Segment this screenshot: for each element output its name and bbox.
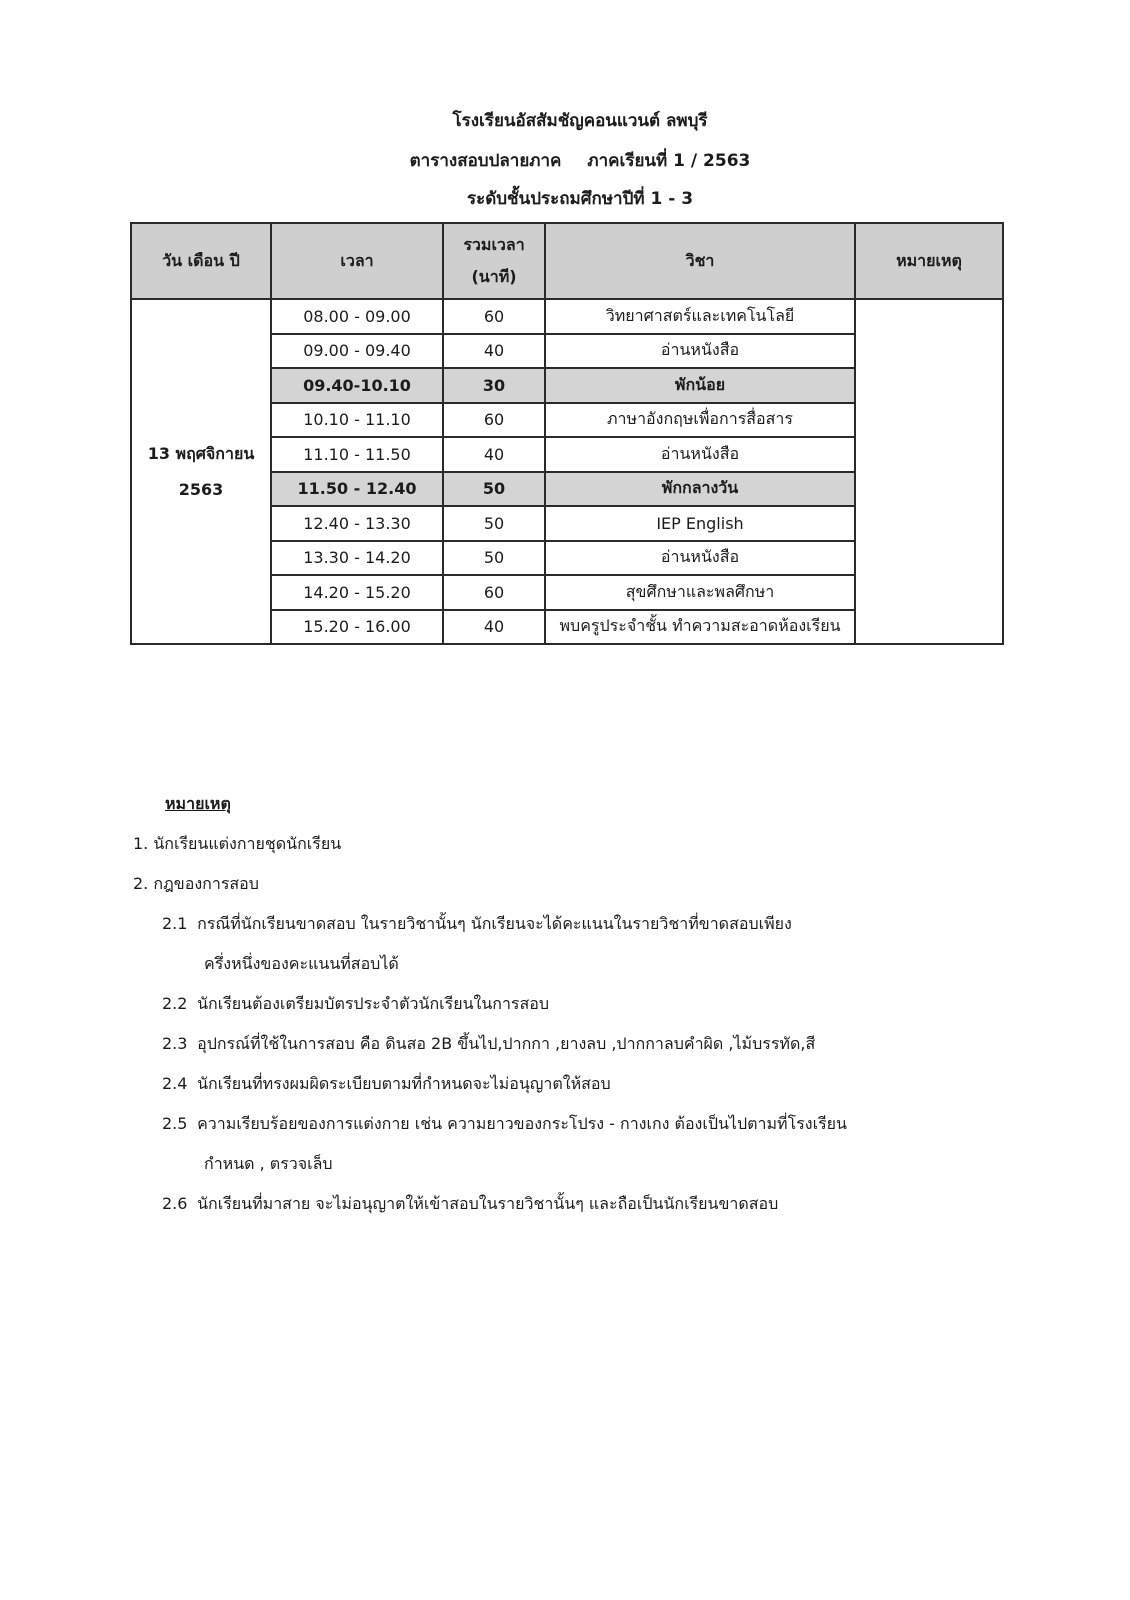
subject-cell: วิทยาศาสตร์และเทคโนโลยี <box>545 299 855 334</box>
minutes-cell: 40 <box>443 437 545 472</box>
rule-2-1 <box>162 912 792 937</box>
rule-2-1-continued: ครึ่งหนึ่งของคะแนนที่สอบได้ <box>204 954 399 973</box>
rule-number: 2.3 <box>162 1034 188 1053</box>
subject-cell: อ่านหนังสือ <box>545 437 855 472</box>
exam-date-cell <box>131 299 271 644</box>
rule-2-3 <box>162 1032 815 1057</box>
duration-header-line1: รวมเวลา <box>463 235 525 254</box>
minutes-cell: 60 <box>443 403 545 438</box>
subject-cell: อ่านหนังสือ <box>545 334 855 369</box>
time-cell: 11.50 - 12.40 <box>271 472 443 507</box>
rule-2-5-continued: กำหนด , ตรวจเล็บ <box>204 1154 333 1173</box>
rule-number: 2.4 <box>162 1074 188 1093</box>
rule-text: อุปกรณ์ที่ใช้ในการสอบ คือ ดินสอ 2B ขึ้นไป,ปากกา ,ยางลบ ,ปากกาลบคำผิด ,ไม้บรรทัด,สี <box>197 1034 816 1053</box>
rule-2-6 <box>162 1192 778 1217</box>
notes-title: หมายเหตุ <box>165 794 231 813</box>
remark-cell <box>855 299 1003 644</box>
note-item-1: 1. นักเรียนแต่งกายชุดนักเรียน <box>133 834 342 853</box>
column-header-subject: วิชา <box>545 223 855 299</box>
school-name: โรงเรียนอัสสัมชัญคอนแวนต์ ลพบุรี <box>452 111 708 131</box>
rule-text: นักเรียนที่ทรงผมผิดระเบียบตามที่กำหนดจะไม่อนุญาตให้สอบ <box>197 1074 611 1093</box>
minutes-cell: 30 <box>443 368 545 403</box>
rule-text: ความเรียบร้อยของการแต่งกาย เช่น ความยาวของกระโปรง - กางเกง ต้องเป็นไปตามที่โรงเรียน <box>197 1114 847 1133</box>
time-cell: 10.10 - 11.10 <box>271 403 443 438</box>
column-header-time: เวลา <box>271 223 443 299</box>
rule-number: 2.2 <box>162 994 188 1013</box>
schedule-title: ตารางสอบปลายภาค <box>409 151 562 171</box>
rule-text: นักเรียนต้องเตรียมบัตรประจำตัวนักเรียนในการสอบ <box>197 994 550 1013</box>
subject-cell: พักน้อย <box>545 368 855 403</box>
minutes-cell: 50 <box>443 506 545 541</box>
minutes-cell: 60 <box>443 575 545 610</box>
column-header-date: วัน เดือน ปี <box>131 223 271 299</box>
subject-cell: พักกลางวัน <box>545 472 855 507</box>
table-header-row <box>131 223 1003 299</box>
subject-cell: พบครูประจำชั้น ทำความสะอาดห้องเรียน <box>545 610 855 645</box>
time-cell: 11.10 - 11.50 <box>271 437 443 472</box>
note-item-2: 2. กฎของการสอบ <box>133 874 259 893</box>
exam-year: 2563 <box>178 479 224 499</box>
exam-date: 13 พฤศจิกายน <box>147 443 255 463</box>
rule-2-4 <box>162 1072 611 1097</box>
column-header-duration <box>443 223 545 299</box>
column-header-remark: หมายเหตุ <box>855 223 1003 299</box>
subject-cell: ภาษาอังกฤษเพื่อการสื่อสาร <box>545 403 855 438</box>
minutes-cell: 50 <box>443 472 545 507</box>
schedule-title-line <box>15 150 1130 172</box>
time-cell: 12.40 - 13.30 <box>271 506 443 541</box>
subject-cell: สุขศึกษาและพลศึกษา <box>545 575 855 610</box>
rule-text: นักเรียนที่มาสาย จะไม่อนุญาตให้เข้าสอบในรายวิชานั้นๆ และถือเป็นนักเรียนขาดสอบ <box>197 1194 779 1213</box>
table-row <box>131 299 1003 334</box>
time-cell: 14.20 - 15.20 <box>271 575 443 610</box>
rule-number: 2.6 <box>162 1194 188 1213</box>
term-label: ภาคเรียนที่ 1 / 2563 <box>587 151 751 171</box>
exam-schedule-table <box>130 222 1004 645</box>
minutes-cell: 50 <box>443 541 545 576</box>
time-cell: 08.00 - 09.00 <box>271 299 443 334</box>
grade-level: ระดับชั้นประถมศึกษาปีที่ 1 - 3 <box>466 189 694 209</box>
subject-cell: IEP English <box>545 506 855 541</box>
minutes-cell: 60 <box>443 299 545 334</box>
time-cell: 13.30 - 14.20 <box>271 541 443 576</box>
rule-2-2 <box>162 992 549 1017</box>
rule-number: 2.5 <box>162 1114 188 1133</box>
duration-header-line2: (นาที) <box>471 267 517 286</box>
rule-number: 2.1 <box>162 914 188 933</box>
time-cell: 15.20 - 16.00 <box>271 610 443 645</box>
rule-text: กรณีที่นักเรียนขาดสอบ ในรายวิชานั้นๆ นักเรียนจะได้คะแนนในรายวิชาที่ขาดสอบเพียง <box>197 914 792 933</box>
subject-cell: อ่านหนังสือ <box>545 541 855 576</box>
minutes-cell: 40 <box>443 610 545 645</box>
time-cell: 09.00 - 09.40 <box>271 334 443 369</box>
time-cell: 09.40-10.10 <box>271 368 443 403</box>
rule-2-5 <box>162 1112 847 1137</box>
minutes-cell: 40 <box>443 334 545 369</box>
